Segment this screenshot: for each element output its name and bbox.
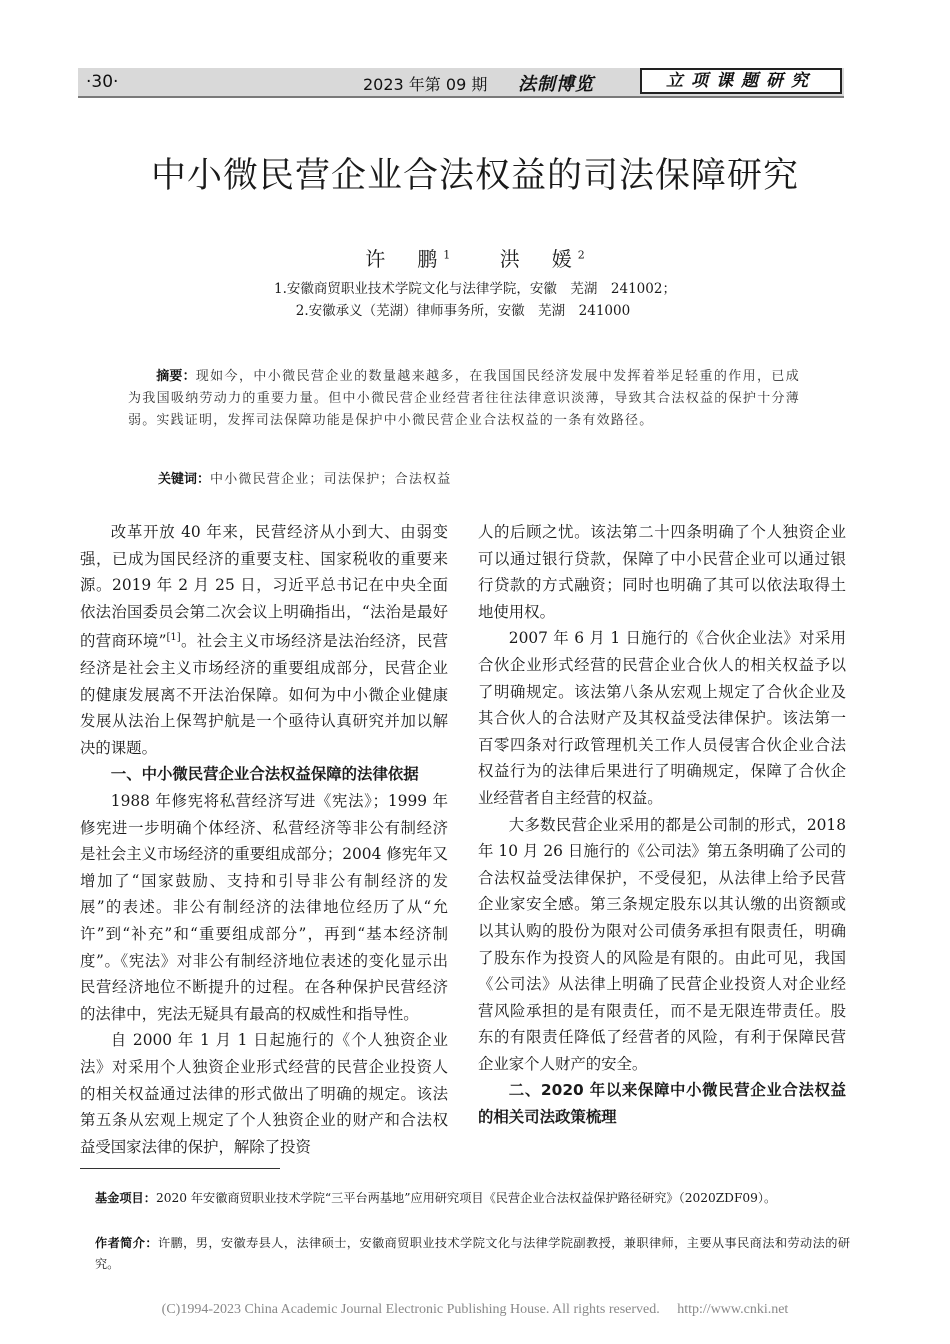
footnote-divider: [80, 1168, 280, 1169]
keywords-label: 关键词：: [158, 472, 211, 487]
paragraph: 1988 年修宪将私营经济写进《宪法》；1999 年修宪进一步明确个体经济、私营经济等非公有制经济是社会主义市场经济的重要组成部分；2004 修宪年又增加了“国家鼓励、支持和引导非公有制经济的发展”的表述。非公有制经济的法律地位经历了从“允许”到“补充”和“重要组成部分”，再到“基本经济制度”。《宪法》对非公有制经济地位表述的变化显示出民营经济地位不断提升的过程。在各种保护民营经济的法律中，宪法无疑具有最高的权威性和指导性。: [80, 792, 448, 1023]
paragraph: 大多数民营企业采用的都是公司制的形式，2018 年 10 月 26 日施行的《公司法》第五条明确了公司的合法权益受法律保护，不受侵犯，从法律上给予民营企业家安全感。第三条规定股东以其认缴的出资额或以其认购的股份为限对公司债务承担有限责任，明确了股东作为投资人的风险是有限的。由此可见，我国《公司法》从法律上明确了民营企业投资人对企业经营风险承担的是有限责任，而不是无限连带责任。股东的有限责任降低了经营者的风险，有利于保障民营企业家个人财产的安全。: [478, 815, 846, 1073]
author-bio-label: 作者简介：: [95, 1236, 158, 1250]
affiliation-1: 1.安徽商贸职业技术学院文化与法律学院，安徽 芜湖 241002；: [274, 281, 676, 297]
keywords: [158, 468, 798, 487]
running-header: [78, 68, 844, 98]
author-name: 洪 媛: [499, 247, 578, 271]
paragraph: [80, 519, 448, 761]
author-bio-text: 许鹏，男，安徽寿县人，法律硕士，安徽商贸职业技术学院文化与法律学院副教授，兼职律师，主要从事民商法和劳动法的研究。: [95, 1236, 851, 1271]
body-column-left: [80, 519, 448, 1160]
fund-text: 2020 年安徽商贸职业技术学院“三平台两基地”应用研究项目《民营企业合法权益保护路径研究》（2020ZDF09）。: [155, 1191, 777, 1205]
column-name: 立项课题研究: [640, 68, 842, 94]
body-column-right: [478, 519, 846, 1131]
journal-name: 法制博览: [518, 74, 594, 95]
author-name: 许 鹏: [365, 247, 444, 271]
section-heading-2: 二、2020 年以来保障中小微民营企业合法权益的相关司法政策梳理: [478, 1081, 846, 1127]
issue-label: 2023 年第 09 期: [363, 75, 488, 94]
paragraph-text: 改革开放 40 年来，民营经济从小到大、由弱变强，已成为国民经济的重要支柱、国家税收的重要来源。2019 年 2 月 25 日，习近平总书记在中央全面依法治国委员会第二次会议上明确指出，“法治是最好的营商环境”: [80, 523, 448, 651]
abstract-text: 现如今，中小微民营企业的数量越来越多，在我国国民经济发展中发挥着举足轻重的作用，已成为我国吸纳劳动力的重要力量。但中小微民营企业经营者往往法律意识淡薄，导致其合法权益的保护十分薄弱。实践证明，发挥司法保障功能是保护中小微民营企业合法权益的一条有效路径。: [128, 369, 800, 428]
fund-note: [95, 1188, 850, 1209]
author-mark: 1: [443, 248, 451, 262]
abstract-label: 摘要：: [156, 369, 196, 384]
author-mark: 2: [577, 248, 585, 262]
author-note: [95, 1233, 850, 1275]
page-number: ·30·: [86, 72, 119, 92]
article-title: 中小微民营企业合法权益的司法保障研究: [150, 156, 799, 196]
paragraph: 2007 年 6 月 1 日施行的《合伙企业法》对采用合伙企业形式经营的民营企业合伙人的相关权益予以了明确规定。该法第八条从宏观上规定了合伙企业及其合伙人的合法财产及其权益受法律保护。该法第一百零四条对行政管理机关工作人员侵害合伙企业合法权益行为的法律后果进行了明确规定，保障了合伙企业经营者自主经营的权益。: [478, 629, 846, 807]
affiliation-2: 2.安徽承义（芜湖）律师事务所，安徽 芜湖 241000: [295, 303, 631, 319]
paragraph: 人的后顾之忧。该法第二十四条明确了个人独资企业可以通过银行贷款，保障了中小民营企业可以通过银行贷款的方式融资；同时也明确了其可以依法取得土地使用权。: [478, 523, 846, 621]
section-heading-1: 一、中小微民营企业合法权益保障的法律依据: [110, 765, 419, 784]
paragraph-text: 。社会主义市场经济是法治经济，民营经济是社会主义市场经济的重要组成部分，民营企业的健康发展离不开法治保障。如何为中小微企业健康发展从法治上保驾护航是一个亟待认真研究并加以解决的课题。: [80, 632, 448, 757]
copyright-footer: (C)1994-2023 China Academic Journal Electronic Publishing House. All rights reserved. http://www.cnki.net: [161, 1302, 789, 1317]
abstract: [128, 366, 800, 432]
citation: [1]: [166, 632, 181, 644]
keywords-text: 中小微民营企业；司法保护；合法权益: [210, 472, 452, 487]
paragraph: 自 2000 年 1 月 1 日起施行的《个人独资企业法》对采用个人独资企业形式经营的民营企业投资人的相关权益通过法律的形式做出了明确的规定。该法第五条从宏观上规定了个人独资企业的财产和合法权益受国家法律的保护，解除了投资: [80, 1031, 448, 1156]
author-line: [0, 243, 950, 272]
fund-label: 基金项目：: [95, 1191, 156, 1205]
